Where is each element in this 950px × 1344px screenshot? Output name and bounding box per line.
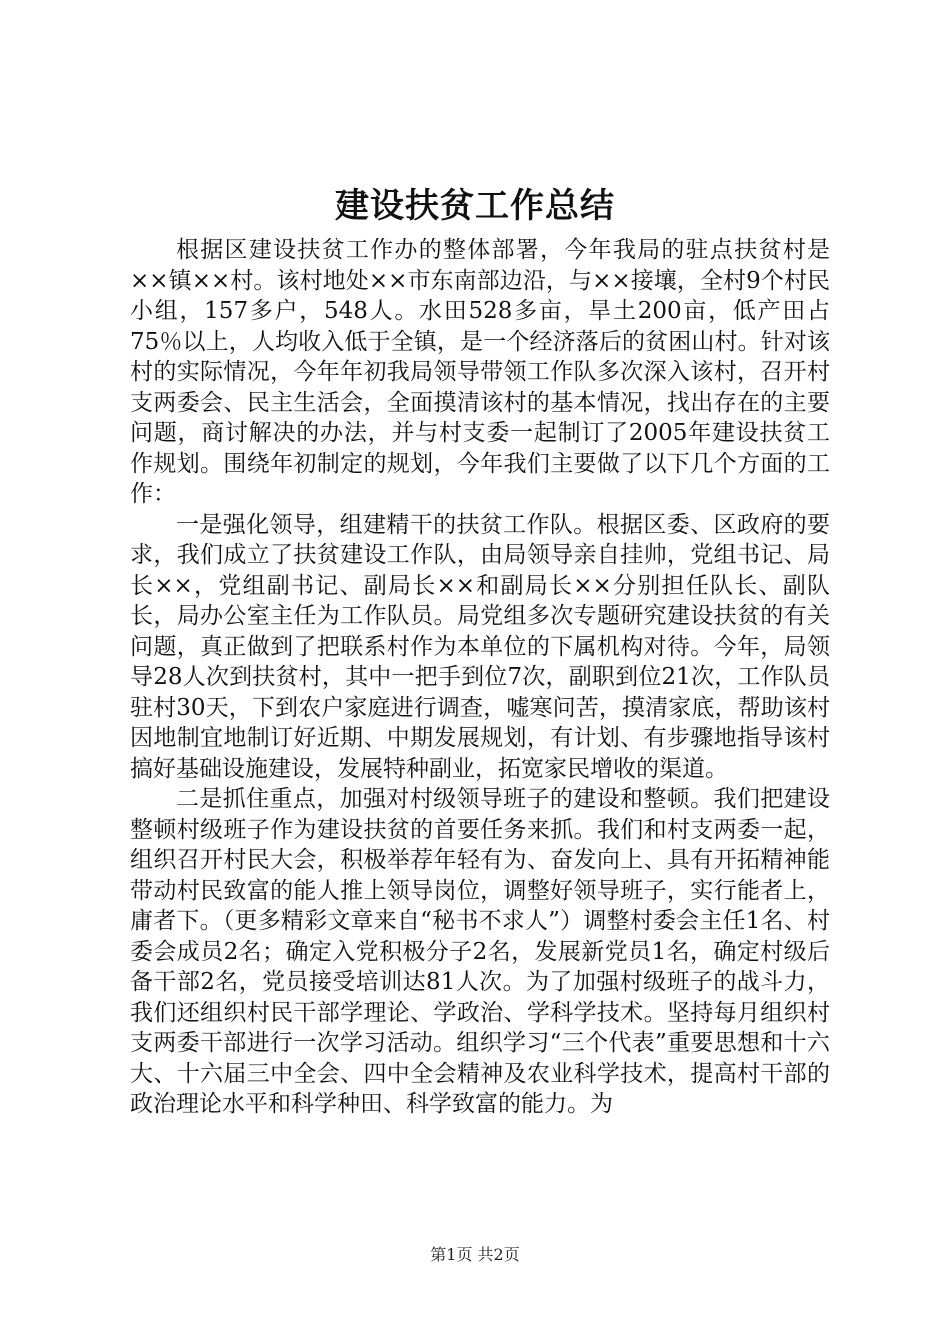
paragraph-leadership: 一是强化领导，组建精干的扶贫工作队。根据区委、区政府的要求，我们成立了扶贫建设工作队，由局领导亲自挂帅，党组书记、局长××，党组副书记、副局长××和副局长××分别担任队长、副队长，局办公室主任为工作队员。局党组多次专题研究建设扶贫的有关问题，真正做到了把联系村作为本单位的下属机构对待。今年，局领导28人次到扶贫村，其中一把手到位7次，副职到位21次，工作队员驻村30天，下到农户家庭进行调查，嘘寒问苦，摸清家底，帮助该村因地制宜地制订好近期、中期发展规划，有计划、有步骤地指导该村搞好基础设施建设，发展特种副业，拓宽家民增收的渠道。	[130, 511, 830, 782]
paragraph-intro: 根据区建设扶贫工作办的整体部署，今年我局的驻点扶贫村是××镇××村。该村地处××市东南部边沿，与××接壤，全村9个村民小组，157多户，548人。水田528多亩，旱土200亩，低产田占75％以上，人均收入低于全镇，是一个经济落后的贫困山村。针对该村的实际情况，今年年初我局领导带领工作队多次深入该村，召开村支两委会、民主生活会，全面摸清该村的基本情况，找出存在的主要问题，商讨解决的办法，并与村支委一起制订了2005年建设扶贫工作规划。围绕年初制定的规划，今年我们主要做了以下几个方面的工作：	[130, 237, 830, 507]
page-number-footer: 第1页 共2页	[430, 1245, 520, 1264]
paragraph-team-building: 二是抓住重点，加强对村级领导班子的建设和整顿。我们把建设整顿村级班子作为建设扶贫的首要任务来抓。我们和村支两委一起，组织召开村民大会，积极举荐年轻有为、奋发向上、具有开拓精神能带动村民致富的能人推上领导岗位，调整好领导班子，实行能者上，庸者下。（更多精彩文章来自“秘书不求人”）调整村委会主任1名、村委会成员2名；确定入党积极分子2名，发展新党员1名，确定村级后备干部2名，党员接受培训达81人次。为了加强村级班子的战斗力，我们还组织村民干部学理论、学政治、学科学技术。坚持每月组织村支两委干部进行一次学习活动。组织学习“三个代表”重要思想和十六大、十六届三中全会、四中全会精神及农业科学技术，提高村干部的政治理论水平和科学种田、科学致富的能力。为	[130, 786, 830, 1117]
document-body	[130, 235, 830, 1120]
page-title: 建设扶贫工作总结	[335, 186, 615, 226]
